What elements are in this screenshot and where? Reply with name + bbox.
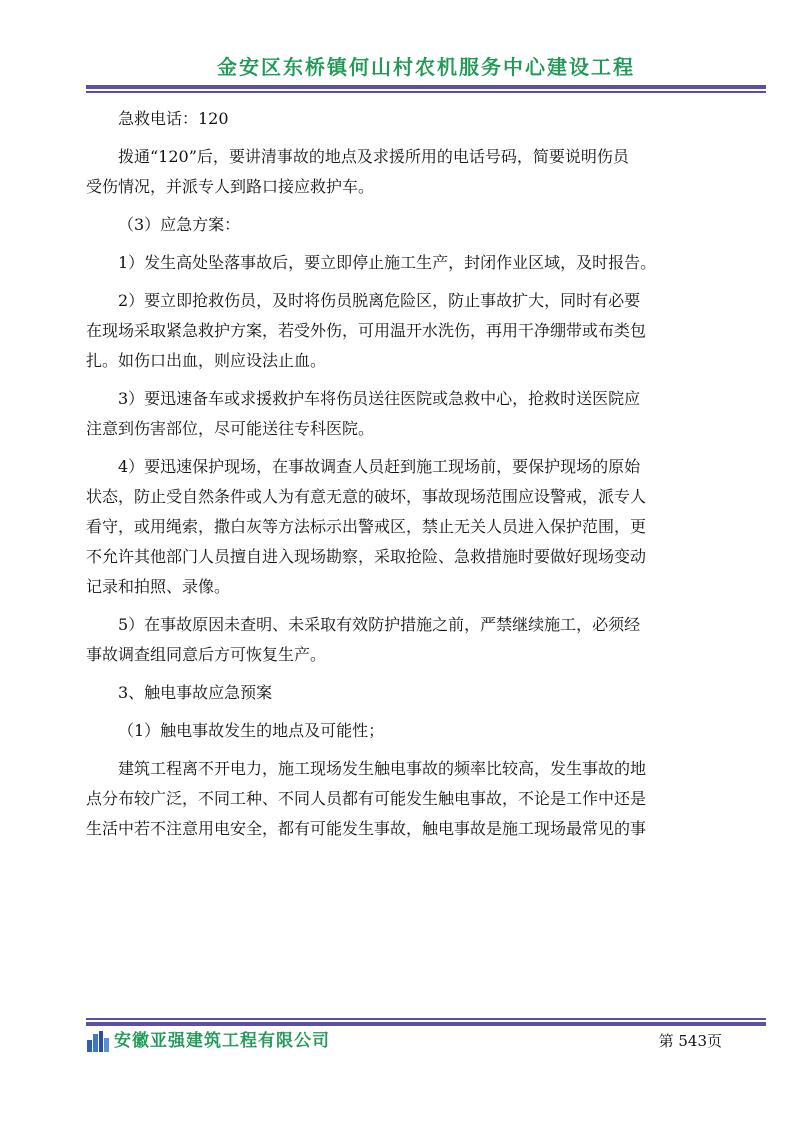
- text-line: 记录和拍照、录像。: [86, 577, 231, 596]
- text-line: 事故调查组同意后方可恢复生产。: [86, 645, 327, 664]
- text-line: 拨通“120”后，要讲清事故的地点及求援所用的电话号码，简要说明伤员: [118, 147, 629, 166]
- text-line: 生活中若不注意用电安全，都有可能发生事故，触电事故是施工现场最常见的事: [86, 819, 647, 838]
- text-line: 受伤情况，并派专人到路口接应救护车。: [86, 177, 375, 196]
- text-line: 5）在事故原因未查明、未采取有效防护措施之前，严禁继续施工，必须经: [118, 615, 641, 634]
- text-line: 注意到伤害部位，尽可能送往专科医院。: [86, 419, 375, 438]
- paragraph: [86, 384, 722, 444]
- text-line: 状态，防止受自然条件或人为有意无意的破坏，事故现场范围应设警戒，派专人: [86, 487, 647, 506]
- text-line: 扎。如伤口出血，则应设法止血。: [86, 351, 327, 370]
- paragraph: [86, 104, 722, 134]
- text-line: （1）触电事故发生的地点及可能性；: [118, 721, 385, 740]
- text-line: 4）要迅速保护现场，在事故调查人员赶到施工现场前，要保护现场的原始: [118, 457, 641, 476]
- page-header: [86, 50, 766, 84]
- text-line: 2）要立即抢救伤员，及时将伤员脱离危险区，防止事故扩大，同时有必要: [118, 291, 641, 310]
- paragraph: [86, 678, 722, 708]
- paragraph: [86, 248, 722, 278]
- text-line: （3）应急方案：: [118, 215, 241, 234]
- text-line: 看守，或用绳索，撒白灰等方法标示出警戒区，禁止无关人员进入保护范围，更: [86, 517, 647, 536]
- text-line: 急救电话：120: [118, 109, 229, 128]
- building-logo-icon: [86, 1030, 110, 1052]
- text-line: 在现场采取紧急救护方案，若受外伤，可用温开水洗伤，再用干净绷带或布类包: [86, 321, 647, 340]
- company-name: 安徽亚强建筑工程有限公司: [114, 1031, 330, 1051]
- paragraph: [86, 754, 722, 844]
- document-body: [86, 104, 722, 852]
- paragraph: [86, 210, 722, 240]
- text-line: 3）要迅速备车或求援救护车将伤员送往医院或急救中心，抢救时送医院应: [118, 389, 641, 408]
- text-line: 3、触电事故应急预案: [118, 683, 273, 702]
- footer-rule-thin: [86, 1018, 766, 1020]
- page-number: 第 543页: [658, 1032, 722, 1050]
- paragraph: [86, 286, 722, 376]
- paragraph: [86, 716, 722, 746]
- page-footer: [86, 1026, 722, 1056]
- text-line: 1）发生高处坠落事故后，要立即停止施工生产，封闭作业区域，及时报告。: [118, 253, 657, 272]
- text-line: 不允许其他部门人员擅自进入现场勘察，采取抢险、急救措施时要做好现场变动: [86, 547, 647, 566]
- header-rule-thick: [86, 85, 766, 89]
- paragraph: [86, 452, 722, 602]
- paragraph: [86, 142, 722, 202]
- paragraph: [86, 610, 722, 670]
- header-title: 金安区东桥镇何山村农机服务中心建设工程: [217, 55, 635, 79]
- text-line: 建筑工程离不开电力，施工现场发生触电事故的频率比较高，发生事故的地: [118, 759, 647, 778]
- header-rule-thin: [86, 91, 766, 93]
- text-line: 点分布较广泛，不同工种、不同人员都有可能发生触电事故，不论是工作中还是: [86, 789, 647, 808]
